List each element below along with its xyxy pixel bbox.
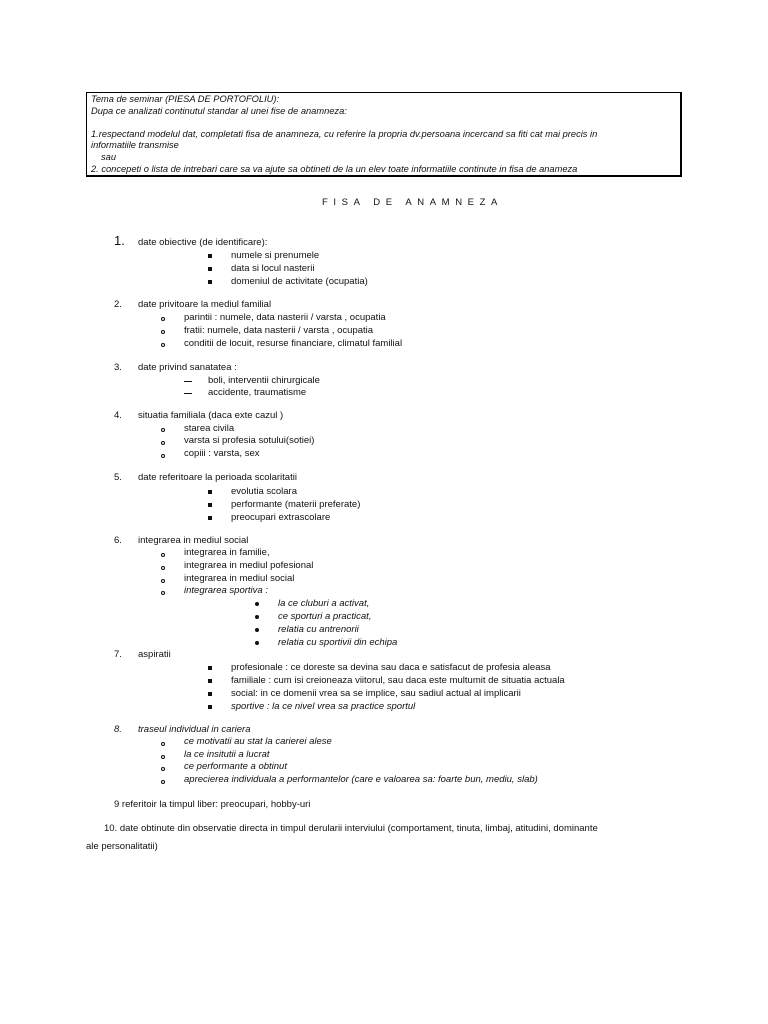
section-number: 8. — [114, 724, 122, 735]
list-item: sportive : la ce nivel vrea sa practice sportul — [231, 701, 416, 712]
paragraph-10: 10. date obtinute din observatie directa in timpul derularii interviului (comportament, tinuta, limbaj, atitudini, dominante — [104, 823, 598, 834]
list-item: accidente, traumatisme — [208, 387, 307, 398]
bullet-square-icon — [208, 490, 212, 494]
section-heading: date privitoare la mediul familial — [138, 299, 272, 310]
bullet-dot-icon — [255, 615, 259, 619]
sub-list-item: ce sporturi a practicat, — [278, 611, 372, 622]
bullet-circle-icon — [161, 330, 165, 334]
bullet-circle-icon — [161, 454, 165, 458]
list-item: copiii : varsta, sex — [184, 448, 260, 459]
list-item: evolutia scolara — [231, 486, 298, 497]
sub-list-item: la ce cluburi a activat, — [278, 598, 370, 609]
list-item: ce performante a obtinut — [184, 761, 287, 772]
bullet-dash-icon — [184, 381, 192, 382]
list-item: integrarea in mediul pofesional — [184, 560, 314, 571]
bullet-dash-icon — [184, 393, 192, 394]
bullet-square-icon — [208, 280, 212, 284]
task-option-2: 2. concepeti o lista de intrebari care sa va ajute sa obtineti de la un elev toate informatiile continute in fisa de anameza — [91, 164, 578, 174]
task-instruction: Dupa ce analizati continutul standar al unei fise de anamneza: — [91, 106, 347, 116]
section-heading: integrarea in mediul social — [138, 535, 249, 546]
list-item: varsta si profesia sotului(sotiei) — [184, 435, 315, 446]
list-item: ce motivatii au stat la carierei alese — [184, 736, 332, 747]
list-item: preocupari extrascolare — [231, 512, 331, 523]
bullet-square-icon — [208, 666, 212, 670]
task-box — [86, 92, 682, 177]
bullet-circle-icon — [161, 553, 165, 557]
list-item: la ce insitutii a lucrat — [184, 749, 270, 760]
page-title: FISA DE ANAMNEZA — [322, 197, 503, 208]
sub-list-item: relatia cu sportivii din echipa — [278, 637, 398, 648]
bullet-square-icon — [208, 503, 212, 507]
bullet-square-icon — [208, 679, 212, 683]
bullet-dot-icon — [255, 602, 259, 606]
task-option-1-cont: informatiile transmise — [91, 140, 179, 150]
bullet-circle-icon — [161, 591, 165, 595]
paragraph-10-cont: ale personalitatii) — [86, 841, 158, 852]
list-item: conditii de locuit, resurse financiare, climatul familial — [184, 338, 403, 349]
list-item: integrarea in mediul social — [184, 573, 295, 584]
section-number: 7. — [114, 649, 122, 660]
bullet-dot-icon — [255, 641, 259, 645]
bullet-circle-icon — [161, 441, 165, 445]
list-item: performante (materii preferate) — [231, 499, 361, 510]
list-item: numele si prenumele — [231, 250, 320, 261]
section-number: 1. — [114, 233, 125, 248]
section-number: 4. — [114, 410, 122, 421]
section-heading: aspiratii — [138, 649, 171, 660]
task-title: Tema de seminar (PIESA DE PORTOFOLIU): — [91, 94, 280, 104]
section-heading: traseul individual in cariera — [138, 724, 251, 735]
list-item: integrarea sportiva : — [184, 585, 268, 596]
task-option-1: 1.respectand modelul dat, completati fisa de anamneza, cu referire la propria dv.persoana incercand sa fiti cat mai precis in — [91, 129, 598, 139]
bullet-circle-icon — [161, 755, 165, 759]
bullet-square-icon — [208, 692, 212, 696]
section-number: 3. — [114, 362, 122, 373]
bullet-square-icon — [208, 267, 212, 271]
section-number: 6. — [114, 535, 122, 546]
bullet-circle-icon — [161, 566, 165, 570]
list-item: social: in ce domenii vrea sa se implice, sau sadiul actual al implicarii — [231, 688, 521, 699]
bullet-square-icon — [208, 516, 212, 520]
section-heading: date referitoare la perioada scolaritatii — [138, 472, 297, 483]
list-item: parintii : numele, data nasterii / varsta , ocupatia — [184, 312, 386, 323]
bullet-circle-icon — [161, 317, 165, 321]
list-item: familiale : cum isi creioneaza viitorul, sau daca este multumit de situatia actuala — [231, 675, 565, 686]
list-item: aprecierea individuala a performantelor (care e valoarea sa: foarte bun, mediu, slab) — [184, 774, 538, 785]
list-item: domeniul de activitate (ocupatia) — [231, 276, 368, 287]
section-heading: situatia familiala (daca exte cazul ) — [138, 410, 284, 421]
list-item: fratii: numele, data nasterii / varsta , ocupatia — [184, 325, 374, 336]
paragraph-9: 9 referitoir la timpul liber: preocupari, hobby-uri — [114, 799, 311, 810]
bullet-square-icon — [208, 705, 212, 709]
bullet-dot-icon — [255, 628, 259, 632]
list-item: data si locul nasterii — [231, 263, 315, 274]
list-item: boli, interventii chirurgicale — [208, 375, 320, 386]
section-heading: date obiective (de identificare): — [138, 237, 268, 248]
bullet-circle-icon — [161, 767, 165, 771]
bullet-circle-icon — [161, 343, 165, 347]
section-number: 2. — [114, 299, 122, 310]
bullet-circle-icon — [161, 579, 165, 583]
section-number: 5. — [114, 472, 122, 483]
sub-list-item: relatia cu antrenorii — [278, 624, 359, 635]
bullet-circle-icon — [161, 428, 165, 432]
section-heading: date privind sanatatea : — [138, 362, 237, 373]
list-item: integrarea in familie, — [184, 547, 270, 558]
bullet-circle-icon — [161, 742, 165, 746]
list-item: profesionale : ce doreste sa devina sau daca e satisfacut de profesia aleasa — [231, 662, 551, 673]
task-or: sau — [101, 152, 116, 162]
bullet-square-icon — [208, 254, 212, 258]
list-item: starea civila — [184, 423, 235, 434]
bullet-circle-icon — [161, 780, 165, 784]
